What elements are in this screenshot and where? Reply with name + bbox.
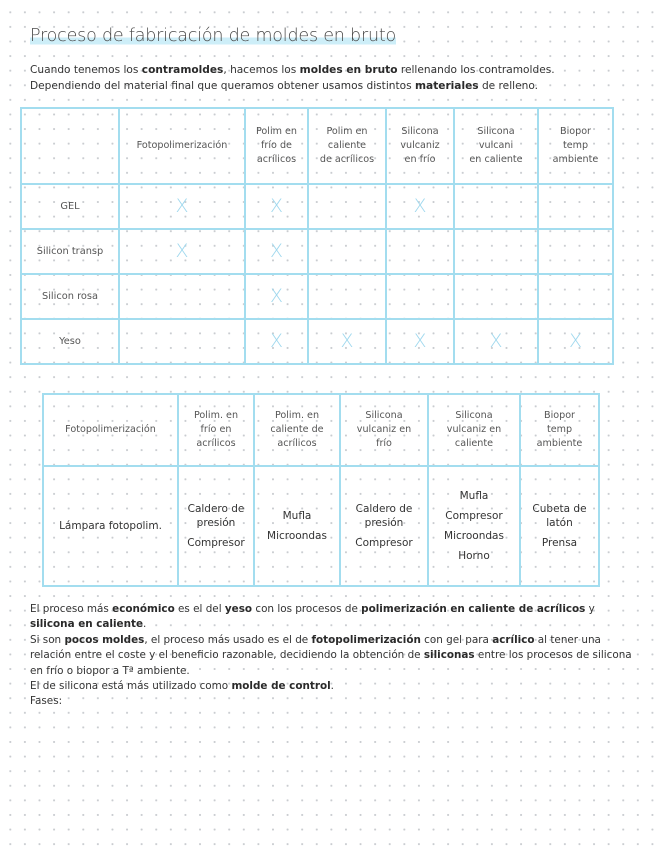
equipment-item: Caldero de presión — [355, 503, 413, 529]
table-row — [21, 229, 613, 274]
term-moldes-en-bruto: moldes en bruto — [299, 64, 398, 76]
header-polim-frio: Polim. en frío en acrílicos — [178, 394, 254, 466]
row-label-silicon-rosa: Silicon rosa — [21, 274, 119, 319]
intro-text: , hacemos los — [223, 64, 300, 76]
table-row — [21, 184, 613, 229]
check-x-icon: X — [568, 330, 583, 352]
table-header-row — [43, 394, 599, 466]
equipment-item: Mufla — [282, 510, 312, 522]
check-x-icon: X — [269, 240, 284, 262]
header-polim-frio: Polim en frío de acrílicos — [245, 108, 308, 184]
equipment-item: Compresor — [445, 510, 503, 522]
check-x-icon: X — [175, 240, 189, 262]
cell — [538, 184, 613, 229]
header-silicona-frio: Silicona vulcaniz en frío — [386, 108, 454, 184]
cell-lampara — [43, 466, 178, 586]
equipment-item: Compresor — [355, 537, 413, 549]
header-polim-caliente: Polim. en caliente de acrílicos — [254, 394, 340, 466]
equipment-item: Microondas — [267, 530, 327, 542]
row-label-yeso: Yeso — [21, 319, 119, 364]
cell — [308, 319, 386, 364]
equipment-item: Lámpara fotopolim. — [59, 520, 162, 532]
cell — [538, 274, 613, 319]
header-biopor: Biopor temp ambiente — [538, 108, 613, 184]
page-title — [30, 26, 396, 46]
cell-polim-frio — [178, 466, 254, 586]
check-x-icon: X — [175, 195, 189, 217]
header-polim-caliente: Polim en caliente de acrílicos — [308, 108, 386, 184]
term-contramoldes: contramoldes — [141, 64, 224, 76]
cell — [386, 229, 454, 274]
intro-line-2 — [30, 78, 640, 94]
conclusion-paragraph-1: El proceso más económico es el del yeso con los procesos de polimerización en caliente de acrílicos y silicona en caliente. — [30, 603, 595, 631]
cell-silicona-frio — [340, 466, 428, 586]
equipment-item: Cubeta de latón — [532, 503, 587, 529]
conclusion-paragraph-3: El de silicona está más utilizado como molde de control. — [30, 680, 334, 693]
header-silicona-caliente: Silicona vulcaniz en caliente — [428, 394, 520, 466]
cell — [245, 229, 308, 274]
cell — [386, 319, 454, 364]
row-label-gel: GEL — [21, 184, 119, 229]
check-x-icon: X — [269, 285, 284, 307]
cell — [386, 184, 454, 229]
equipment-item: Caldero de presión — [187, 503, 245, 529]
fases-label: Fases: — [30, 695, 63, 708]
intro-paragraph — [30, 62, 640, 94]
cell — [245, 274, 308, 319]
header-silicona-frio: Silicona vulcaniz en frío — [340, 394, 428, 466]
intro-line-1 — [30, 62, 640, 78]
cell — [454, 184, 538, 229]
header-biopor: Biopor temp ambiente — [520, 394, 599, 466]
equipment-item: Horno — [458, 550, 490, 562]
cell — [386, 274, 454, 319]
table-header-row — [21, 108, 613, 184]
header-fotopolimerizacion: Fotopolimerización — [43, 394, 178, 466]
cell — [119, 184, 245, 229]
equipment-item: Mufla — [459, 490, 489, 502]
cell — [119, 274, 245, 319]
cell-polim-caliente — [254, 466, 340, 586]
header-silicona-caliente: Silicona vulcani en caliente — [454, 108, 538, 184]
corner-cell — [21, 108, 119, 184]
cell — [454, 319, 538, 364]
conclusion-paragraph-2: Si son pocos moldes, el proceso más usado es el de fotopolimerización con gel para acrílico al tener una relación entre el coste y el beneficio razonable, decidiendo la obtención de siliconas entre los procesos de silicona en frío o biopor a Tª ambiente. — [30, 633, 632, 677]
cell — [308, 184, 386, 229]
cell-silicona-caliente — [428, 466, 520, 586]
check-x-icon: X — [269, 330, 284, 352]
check-x-icon: X — [269, 195, 284, 217]
equipment-item: Compresor — [187, 537, 245, 549]
cell — [245, 319, 308, 364]
equipment-table — [42, 393, 600, 587]
cell — [454, 274, 538, 319]
cell — [119, 319, 245, 364]
cell — [119, 229, 245, 274]
header-fotopolimerizacion: Fotopolimerización — [119, 108, 245, 184]
equipment-item: Microondas — [444, 530, 504, 542]
intro-text: Dependiendo del material final que queramos obtener usamos distintos — [30, 80, 416, 92]
intro-text: de relleno. — [478, 80, 538, 92]
intro-text: rellenando los contramoldes. — [397, 64, 555, 76]
cell — [538, 319, 613, 364]
table-row — [43, 466, 599, 586]
cell — [308, 274, 386, 319]
term-materiales: materiales — [415, 80, 479, 92]
table-row — [21, 274, 613, 319]
check-x-icon: X — [413, 195, 427, 217]
row-label-silicon-transp: Silicon transp — [21, 229, 119, 274]
check-x-icon: X — [413, 330, 427, 352]
table-row — [21, 319, 613, 364]
cell — [454, 229, 538, 274]
check-x-icon: X — [489, 330, 503, 352]
cell-biopor — [520, 466, 599, 586]
check-x-icon: X — [340, 330, 354, 352]
equipment-item: Prensa — [541, 537, 578, 549]
cell — [308, 229, 386, 274]
materials-process-table — [20, 107, 614, 365]
cell — [538, 229, 613, 274]
page-title-text: Proceso de fabricación de moldes en bruto — [30, 26, 397, 46]
conclusion-text — [30, 602, 642, 710]
cell — [245, 184, 308, 229]
intro-text: Cuando tenemos los — [30, 64, 142, 76]
